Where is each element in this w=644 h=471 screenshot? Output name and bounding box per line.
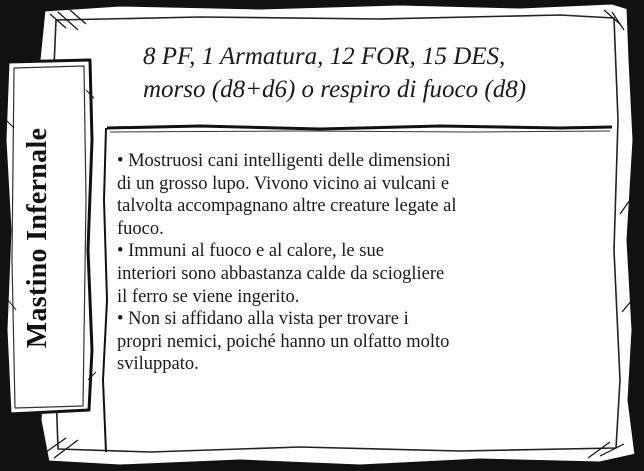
description-line: fuoco. [117,218,164,239]
stats-line: 8 PF, 1 Armatura, 12 FOR, 15 DES, [143,43,506,70]
description-line: di un grosso lupo. Vivono vicino ai vulcani e [117,173,450,194]
monster-name: Mastino Infernale [22,127,53,349]
description-line: sviluppato. [117,354,199,375]
monster-description [117,150,557,376]
description-line: talvolta accompagnano altre creature legate al [117,196,457,217]
monster-stats [143,40,623,106]
description-line: interiori sono abbastanza calde da sciogliere [117,263,445,284]
description-line: • Mostruosi cani intelligenti delle dimensioni [117,151,451,171]
stats-line: morso (d8+d6) o respiro di fuoco (d8) [143,76,527,103]
description-line: • Non si affidano alla vista per trovare i [117,309,409,330]
description-line: il ferro se viene ingerito. [117,286,300,307]
description-line: • Immuni al fuoco e al calore, le sue [117,241,384,262]
description-line: propri nemici, poiché hanno un olfatto molto [117,331,450,352]
